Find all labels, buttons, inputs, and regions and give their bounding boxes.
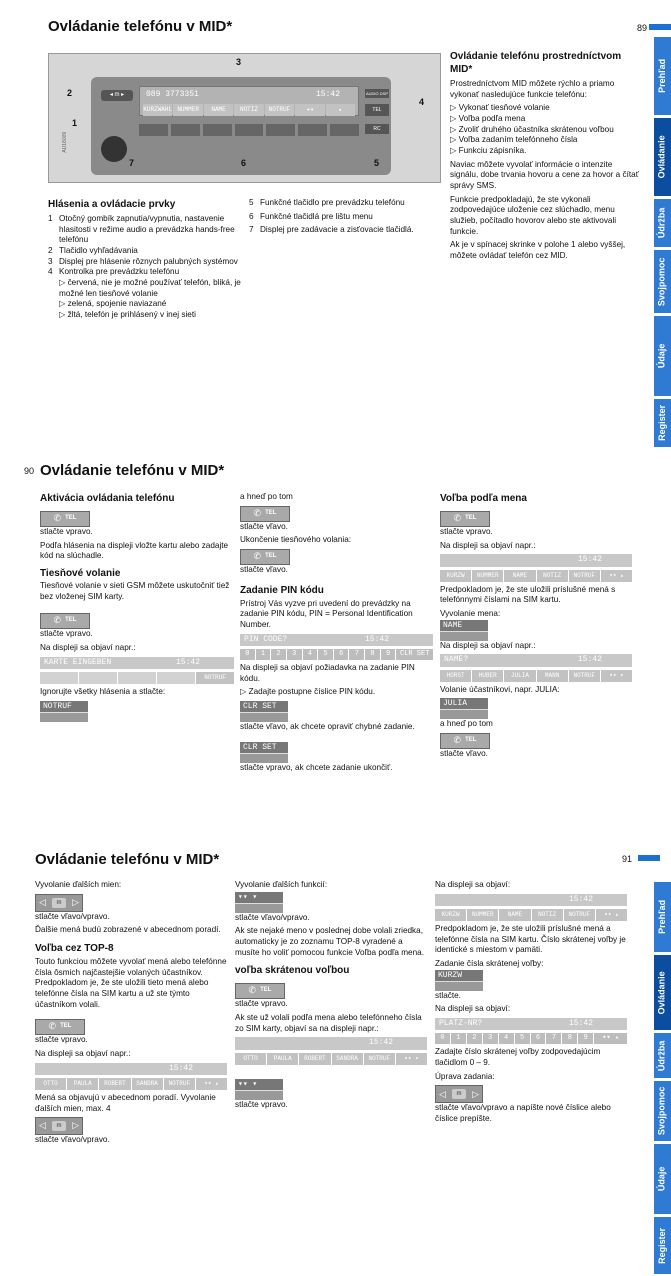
display-softkeys: KURZW NUMMER NAME NOTIZ NOTRUF ▾▾ ▴ (440, 570, 632, 582)
menu-buttons[interactable] (139, 124, 359, 136)
p89-mid-col: 5 Funkčné tlačidlo pre prevádzku telefónu 6 Funkčné tlačidlá pre lištu menu 7 Displej pre zadávacie a zisťovacie tlačidlá. (249, 198, 414, 235)
kurzw-softkey[interactable]: KURZW (435, 970, 483, 991)
more-functions-softkey[interactable]: ▾▾ ▾ (235, 1079, 283, 1100)
tel-button[interactable]: ✆ TEL (440, 511, 490, 527)
tel-button[interactable]: ✆ TEL (40, 511, 90, 527)
display: 15:42 (440, 554, 632, 566)
digit-keys: 0 1 2 3 4 5 6 7 8 9 ▾▾ ▴ (435, 1033, 627, 1044)
page-number-89: 89 (637, 23, 648, 33)
tab-register[interactable]: Register (654, 399, 671, 447)
audio-button[interactable]: AUDIO DSP (365, 91, 388, 96)
page-bar (649, 24, 671, 30)
p91-col1: Vyvolanie ďalších mien: ◁ m ▷ stlačte vľavo/vpravo. Ďalšie mená budú zobrazené v abecednom poradí. Voľba cez TOP-8 Touto funkciou môžete vyvolať mená alebo telefónne čísla ôsmich najčastejšie volaných účastníkov. Predpokladom je, že ste uložili tieto mená alebo telefónne čísla na SIM kartu a už ste týmto účastníkom volali. ✆ TEL stlačte vpravo. Na displeji sa objaví napr.: 15:42 OTTO PAULA ROBERT SANDRA NOTRUF ▾▾ ▴ Mená sa objavujú v abecednom poradí. Vyvolanie ďalších mien, max. 4 ◁ m ▷ stlačte vľavo/vpravo. (35, 880, 227, 1145)
tel-button[interactable]: ✆ TEL (240, 506, 290, 522)
clr-set-softkey[interactable]: CLR SET (240, 701, 288, 722)
tab-ovladanie[interactable]: Ovládanie (654, 118, 671, 196)
callout-1: 1 (72, 118, 78, 128)
page-number-90: 90 (24, 466, 35, 476)
page-number-91: 91 (622, 854, 633, 864)
notruf-softkey[interactable]: NOTRUF (40, 701, 88, 722)
callout-3: 3 (236, 57, 242, 67)
p90-col3: Voľba podľa mena ✆ TEL stlačte vpravo. Na displeji sa objaví napr.: 15:42 KURZW NUMMER NAME NOTIZ NOTRUF ▾▾ ▴ Predpokladom je, že ste uložili príslušné mená s telefónnymi číslami na SIM kartu. Vyvolanie mena: NAME Na displeji sa objaví napr.: NAME? 15:42 HORST HUBER JULIA MANN NOTRUF ▾▾ ▾ Volanie účastníkovi, napr. JULIA: JULIA a hneď po tom ✆ TEL stlačte vľavo. (440, 492, 632, 763)
p90-col1: Aktivácia ovládania telefónu ✆ TEL stlačte vpravo. Podľa hlásenia na displeji vložte kartu alebo zadajte kód na slúchadle. Tiesňové volanie Tiesňové volanie v sieti GSM môžete uskutočniť tiež bez vloženej SIM karty. ✆ TEL stlačte vpravo. Na displeji sa objaví napr.: KARTE EINGEBEN 15:42 NOTRUF Ignorujte všetky hlásenia a stlačte: NOTRUF (40, 492, 234, 722)
display: PIN CODE? 15:42 (240, 634, 433, 646)
tab-udrzba[interactable]: Údržba (654, 199, 671, 247)
callout-2: 2 (67, 88, 73, 98)
p91-col3: Na displeji sa objaví: 15:42 KURZW NUMMER NAME NOTIZ NOTRUF ▾▾ ▴ Predpokladom je, že ste uložili príslušné mená a telefónne čísla na SIM kartu. Číslo skrátenej voľby je identické s miestom v pamäti. Zadanie čísla skrátenej voľby: KURZW stlačte. Na displeji sa objaví: PLATZ-NR? 15:42 0 1 2 3 4 5 6 7 8 9 ▾▾ ▴ Zadajte číslo skrátenej voľby zodpovedajúcim tlačidlom 0 – 9. Úprava zadania: ◁ m ▷ stlačte vľavo/vpravo a napíšte nové číslice alebo číslice prepíšte. (435, 880, 626, 1123)
tel-button[interactable]: ✆ TEL (35, 1019, 85, 1035)
rocker-button[interactable]: ◁ m ▷ (35, 1117, 83, 1135)
callout-6: 6 (241, 158, 247, 168)
photo-code: AU18009 (62, 131, 69, 153)
tel-button[interactable]: ✆ TEL (40, 613, 90, 629)
display: 15:42 (435, 894, 627, 906)
tab-register[interactable]: Register (654, 1217, 671, 1274)
tab-svojpomoc[interactable]: Svojpomoc (654, 1081, 671, 1141)
callout-5: 5 (374, 158, 380, 168)
clr-set-softkey[interactable]: CLR SET (240, 742, 288, 763)
page-title-89: Ovládanie telefónu v MID* (48, 18, 233, 35)
callout-4: 4 (419, 97, 425, 107)
display: 15:42 (235, 1037, 427, 1049)
display-softkeys: NOTRUF (40, 672, 234, 684)
tab-ovladanie[interactable]: Ovládanie (654, 955, 671, 1030)
mid-figure (48, 53, 441, 183)
p89-left-col: Hlásenia a ovládacie prvky 1 Otočný gombík zapnutia/vypnutia, nastavenie hlasitosti v režime audio a prevádzka hands-free telefónu 2 Tlačidlo vyhľadávania 3 Displej pre hlásenie rôznych palubných systémov 4 Kontrolka pre prevádzku telefónu ▷ červená, nie je možné používať telefón, bliká, je možné len tiesňové volanie ▷ zelená, spojenie naviazané ▷ žltá, telefón je prihlásený v inej sieti (48, 199, 241, 319)
display: PLATZ-NR? 15:42 (435, 1018, 627, 1030)
tel-button[interactable]: TEL (365, 104, 389, 116)
page-title-91: Ovládanie telefónu v MID* (35, 851, 220, 868)
display-softkeys: OTTO PAULA ROBERT SANDRA NOTRUF ▾▾ ▾ (235, 1053, 427, 1065)
tel-button[interactable]: ✆ TEL (235, 983, 285, 999)
tab-udrzba[interactable]: Údržba (654, 1033, 671, 1078)
display-number: 089 3773351 (146, 90, 199, 99)
search-button[interactable]: ◂ m ▸ (101, 90, 133, 101)
p90-col2: a hneď po tom ✆ TEL stlačte vľavo. Ukončenie tiesňového volania: ✆ TEL stlačte vľavo. Zadanie PIN kódu Prístroj Vás vyzve pri uvedení do prevádzky na zadanie PIN kódu, PIN = Personal Identification Number. PIN CODE? 15:42 0 1 2 3 4 5 6 7 8 9 CLR SET Na displeji sa objaví požiadavka na zadanie PIN kódu. ▷ Zadajte postupne číslice PIN kódu. CLR SET stlačte vľavo, ak chcete opraviť chybné zadanie. CLR SET stlačte vpravo, ak chcete zadanie ukončiť. (240, 492, 433, 776)
tab-udaje[interactable]: Údaje (654, 1144, 671, 1214)
rocker-button[interactable]: ◁ m ▷ (435, 1085, 483, 1103)
p91-col2: Vyvolanie ďalších funkcií: ▾▾ ▾ stlačte vľavo/vpravo. Ak ste nejaké meno v poslednej dobe volali zriedka, automaticky je zo zoznamu TOP-8 vyradené a musíte ho voliť pomocou funkcie Voľba podľa mena. voľba skrátenou voľbou ✆ TEL stlačte vpravo. Ak ste už volali podľa mena alebo telefónneho čísla zo SIM karty, objaví sa na displeji napr.: 15:42 OTTO PAULA ROBERT SANDRA NOTRUF ▾▾ ▾ ▾▾ ▾ stlačte vpravo. (235, 880, 427, 1113)
display-softkeys: OTTO PAULA ROBERT SANDRA NOTRUF ▾▾ ▴ (35, 1078, 227, 1090)
tab-prehlad[interactable]: Prehľad (654, 37, 671, 115)
p89-right-col: Ovládanie telefónu prostredníctvom MID* Prostredníctvom MID môžete rýchlo a priamo vykonať nasledujúce funkcie telefónu: ▷ Vykonať tiesňové volanie ▷ Voľba podľa mena ▷ Zvoliť druhého účastníka skrátenou voľbou ▷ Voľba zadaním telefónneho čísla ▷ Funkciu zápisníka. Naviac môžete vyvolať informácie o intenzite signálu, dobe trvania hovoru a cene za hovor a čítať správy SMS. Funkcie predpokladajú, že ste vykonali zodpovedajúce uloženie cez slúchadlo, menu služieb, počítadlo hovorov alebo ste aktivovali funkcie. Ak je v spínacej skrinke v polohe 1 alebo vyššej, môžete ovládať telefón cez MID. (450, 51, 639, 260)
display-softkeys: KURZWAHL NUMMER NAME NOTIZ NOTRUF ◂◂ ▴ (143, 104, 355, 116)
display-time: 15:42 (316, 90, 341, 99)
display: NAME? 15:42 (440, 654, 632, 666)
volume-knob[interactable] (101, 136, 127, 162)
display-softkeys: KURZW NUMMER NAME NOTIZ NOTRUF ▾▾ ▴ (435, 909, 627, 921)
display: 15:42 (35, 1063, 227, 1075)
name-softkey[interactable]: NAME (440, 620, 488, 641)
display: KARTE EINGEBEN 15:42 (40, 657, 234, 669)
rc-button[interactable]: RC (365, 124, 389, 134)
tab-svojpomoc[interactable]: Svojpomoc (654, 250, 671, 313)
julia-softkey[interactable]: JULIA (440, 698, 488, 719)
page-title-90: Ovládanie telefónu v MID* (40, 462, 225, 479)
more-functions-softkey[interactable]: ▾▾ ▾ (235, 892, 283, 913)
tab-prehlad[interactable]: Prehľad (654, 882, 671, 952)
tel-button[interactable]: ✆ TEL (240, 549, 290, 565)
rocker-button[interactable]: ◁ m ▷ (35, 894, 83, 912)
page-bar (638, 855, 660, 861)
tel-button[interactable]: ✆ TEL (440, 733, 490, 749)
callout-7: 7 (129, 158, 135, 168)
digit-keys: 0 1 2 3 4 5 6 7 8 9 CLR SET (240, 649, 433, 660)
tab-udaje[interactable]: Údaje (654, 316, 671, 396)
display-softkeys: HORST HUBER JULIA MANN NOTRUF ▾▾ ▾ (440, 670, 632, 682)
